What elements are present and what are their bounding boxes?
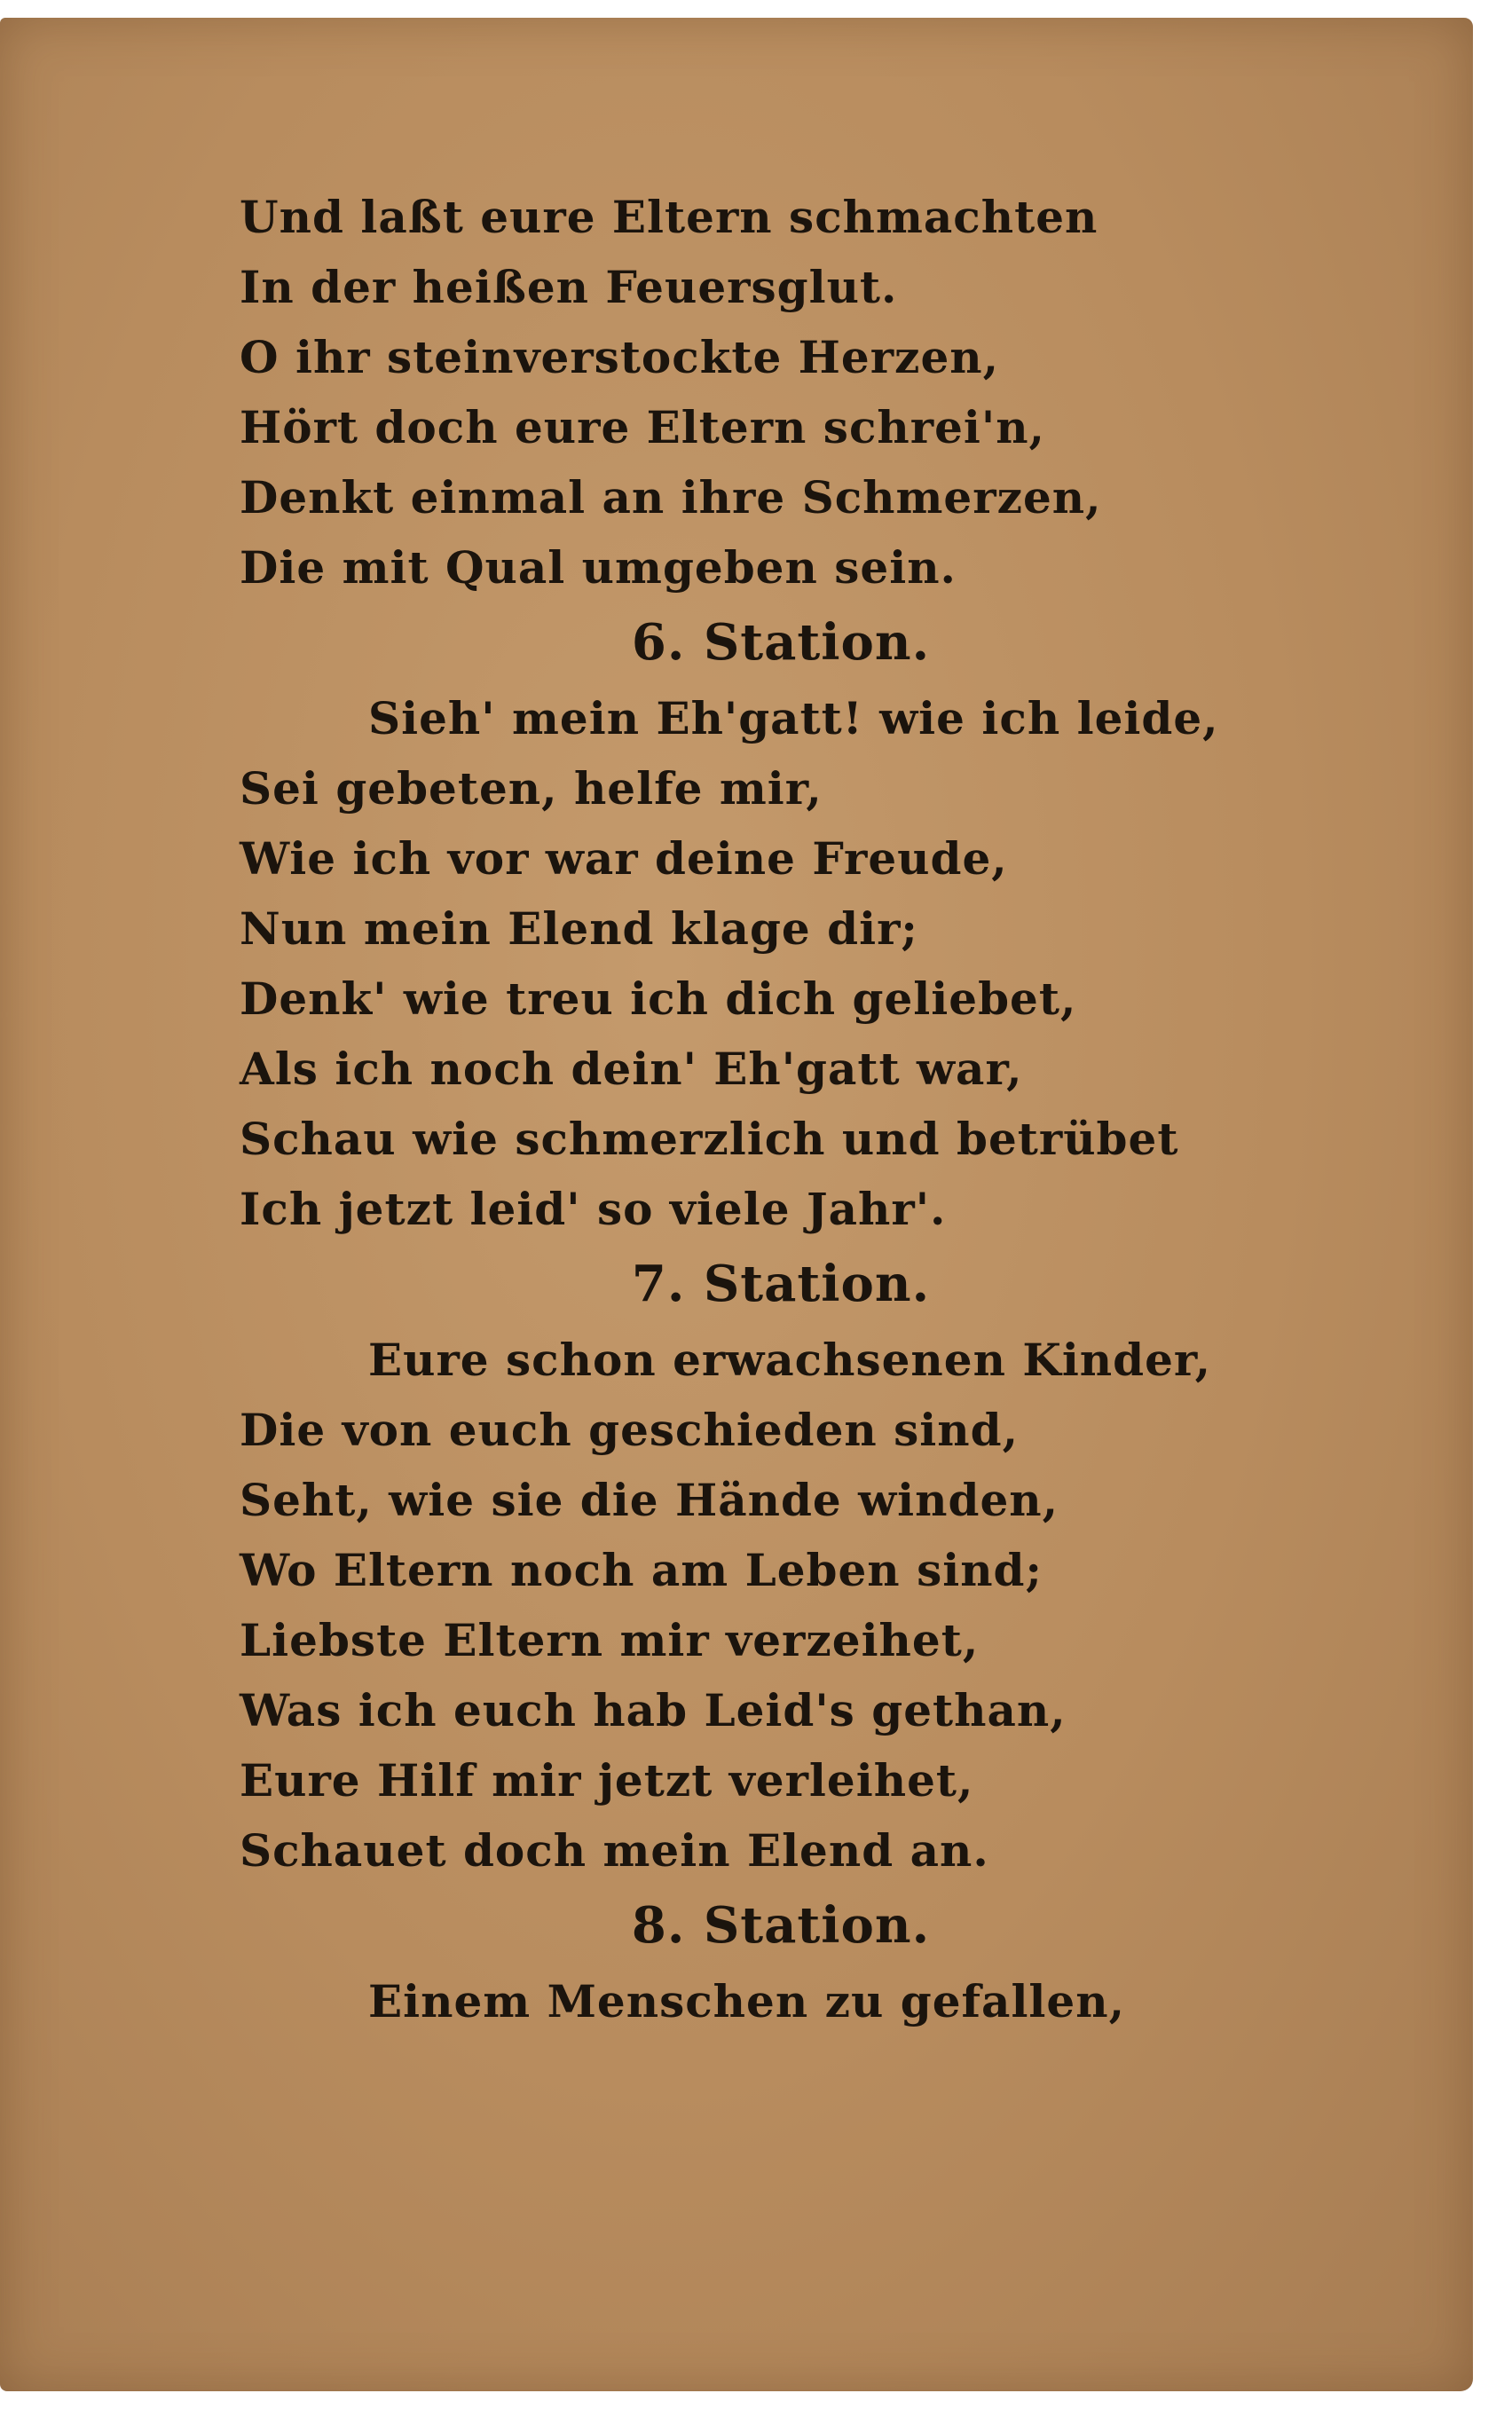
poem-line: Was ich euch hab Leid's gethan, [240, 1684, 1067, 1736]
poem-line: Denk' wie treu ich dich geliebet, [240, 972, 1077, 1025]
poem-line: Die mit Qual umgeben sein. [240, 541, 957, 594]
poem-line: Als ich noch dein' Eh'gatt war, [240, 1043, 1023, 1095]
poem-line: Sieh' mein Eh'gatt! wie ich leide, [368, 692, 1219, 744]
poem-line: Nun mein Elend klage dir; [240, 902, 918, 955]
station-8-heading: 8. Station. [631, 1896, 931, 1955]
poem-line: Seht, wie sie die Hände winden, [240, 1474, 1059, 1526]
poem-line: Und laßt eure Eltern schmachten [240, 191, 1099, 243]
poem-line: In der heißen Feuersglut. [240, 261, 898, 313]
poem-line: Wie ich vor war deine Freude, [240, 832, 1008, 885]
poem-line: Schau wie schmerzlich und betrübet [240, 1113, 1179, 1165]
station-7-heading: 7. Station. [631, 1255, 931, 1313]
poem-line: Sei gebeten, helfe mir, [240, 762, 823, 815]
poem-line: Ich jetzt leid' so viele Jahr'. [240, 1183, 947, 1235]
poem-line: Denkt einmal an ihre Schmerzen, [240, 471, 1102, 524]
poem-text [240, 182, 1242, 2036]
poem-line: Eure schon erwachsenen Kinder, [368, 1334, 1212, 1386]
poem-line: O ihr steinverstockte Herzen, [240, 331, 1000, 383]
poem-line: Liebste Eltern mir verzeihet, [240, 1614, 980, 1666]
station-6-heading: 6. Station. [631, 613, 931, 672]
poem-line: Die von euch geschieden sind, [240, 1404, 1020, 1456]
poem-line: Eure Hilf mir jetzt verleihet, [240, 1754, 974, 1807]
poem-line: Hört doch eure Eltern schrei'n, [240, 401, 1045, 453]
poem-line: Schauet doch mein Elend an. [240, 1824, 989, 1877]
poem-line: Wo Eltern noch am Leben sind; [240, 1544, 1043, 1596]
poem-line: Einem Menschen zu gefallen, [368, 1975, 1126, 2027]
